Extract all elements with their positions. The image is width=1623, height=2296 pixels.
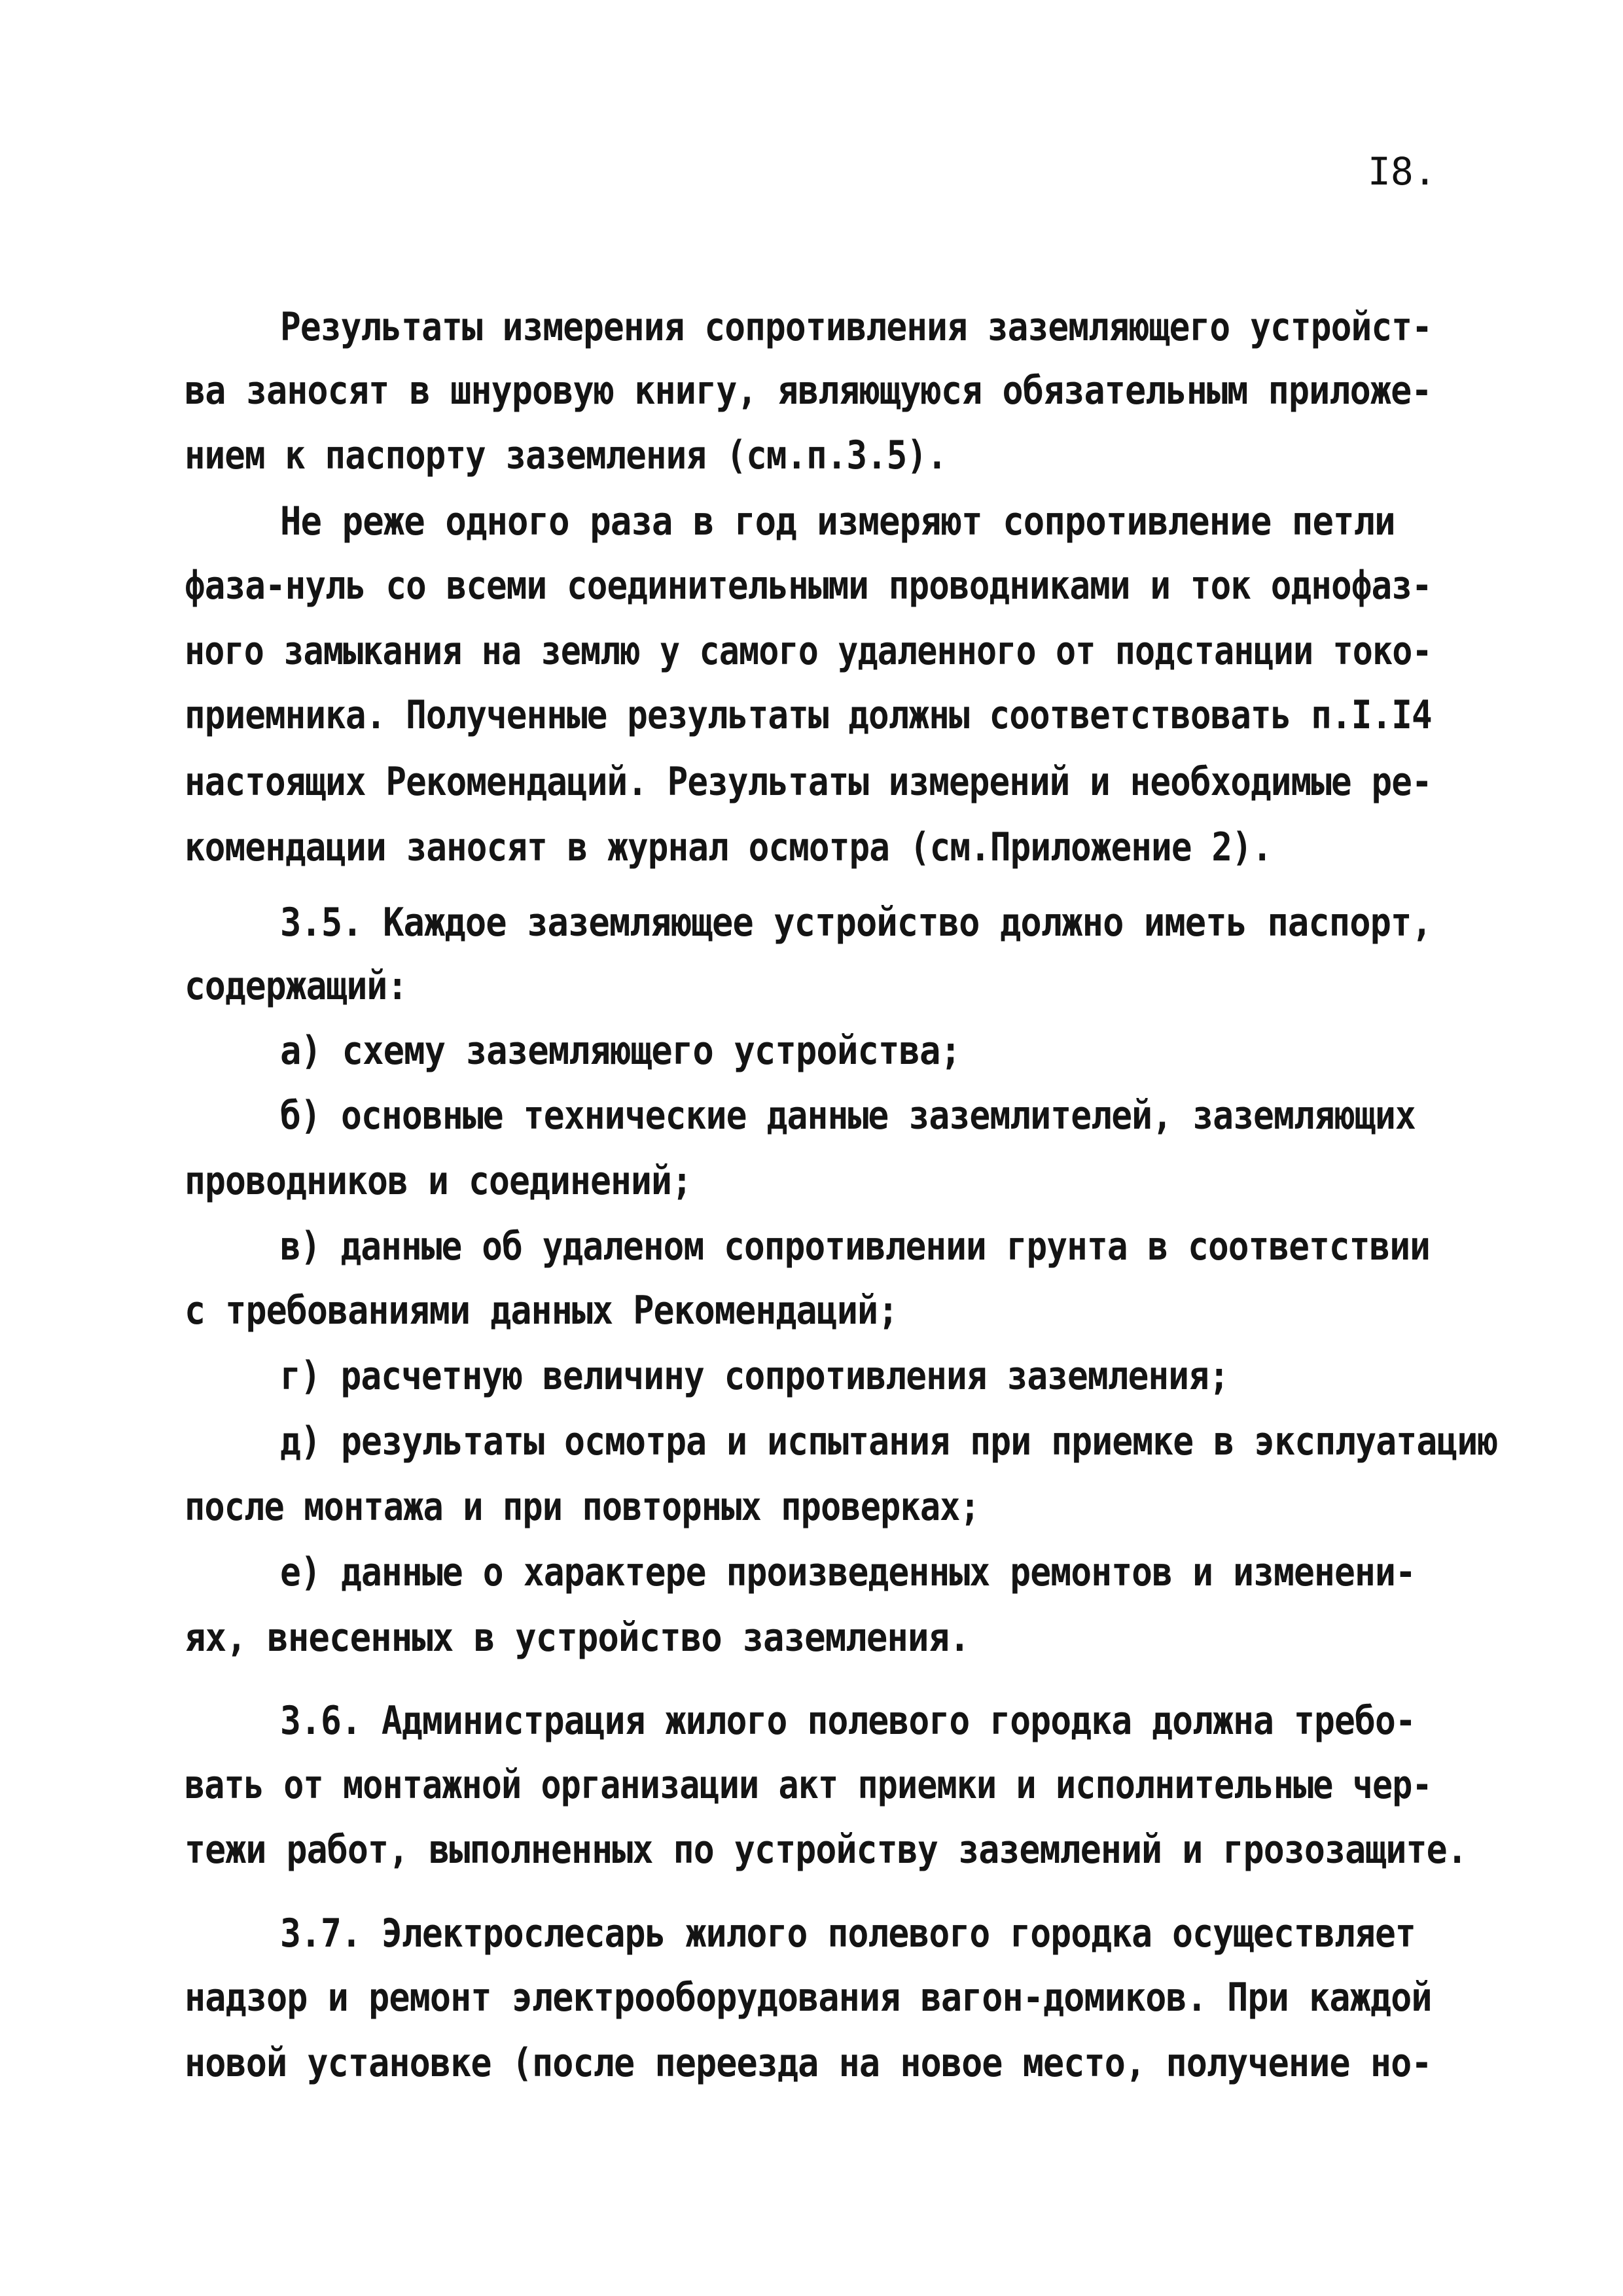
text-line: после монтажа и при повторных проверках; xyxy=(185,1484,980,1530)
text-line: Результаты измерения сопротивления заземляющего устройст- xyxy=(280,304,1433,350)
text-line: с требованиями данных Рекомендаций; xyxy=(185,1288,899,1333)
page-number: I8. xyxy=(1368,149,1436,194)
text-line: нием к паспорту заземления (см.п.3.5). xyxy=(185,433,947,478)
text-line: надзор и ремонт электрооборудования вагон-домиков. При каждой xyxy=(185,1975,1432,2021)
list-item-g: г) расчетную величину сопротивления заземления; xyxy=(280,1353,1229,1399)
text-line: Не реже одного раза в год измеряют сопротивление петли xyxy=(280,499,1395,544)
list-item-a: а) схему заземляющего устройства; xyxy=(280,1028,961,1074)
list-item-v: в) данные об удаленом сопротивлении грунта в соответствии xyxy=(280,1224,1431,1269)
text-line: ва заносят в шнуровую книгу, являющуюся обязательным приложе- xyxy=(185,368,1432,414)
list-item-d: д) результаты осмотра и испытания при приемке в эксплуатацию xyxy=(280,1419,1498,1464)
text-line: настоящих Рекомендаций. Результаты измерений и необходимые ре- xyxy=(185,759,1432,805)
list-item-b: б) основные технические данные заземлителей, заземляющих xyxy=(280,1093,1416,1139)
list-item-e: е) данные о характере произведенных ремонтов и изменени- xyxy=(280,1549,1416,1595)
text-line: фаза-нуль со всеми соединительными проводниками и ток однофаз- xyxy=(185,563,1432,609)
text-line: ного замыкания на землю у самого удаленного от подстанции токо- xyxy=(185,628,1432,674)
section-heading-line: 3.5. Каждое заземляющее устройство должно иметь паспорт, xyxy=(280,900,1432,945)
text-line: ях, внесенных в устройство заземления. xyxy=(185,1615,970,1661)
section-heading-line: 3.7. Электрослесарь жилого полевого городка осуществляет xyxy=(280,1911,1416,1956)
text-line: вать от монтажной организации акт приемки и исполнительные чер- xyxy=(185,1762,1432,1808)
text-line: тежи работ, выполненных по устройству заземлений и грозозащите. xyxy=(185,1827,1467,1873)
text-line: новой установке (после переезда на новое место, получение но- xyxy=(185,2040,1432,2086)
text-line: комендации заносят в журнал осмотра (см.Приложение 2). xyxy=(185,824,1272,870)
text-line: содержащий: xyxy=(185,963,408,1009)
text-line: проводников и соединений; xyxy=(185,1158,692,1204)
text-line: приемника. Полученные результаты должны соответствовать п.I.I4 xyxy=(185,692,1432,738)
section-heading-line: 3.6. Администрация жилого полевого городка должна требо- xyxy=(280,1698,1416,1744)
